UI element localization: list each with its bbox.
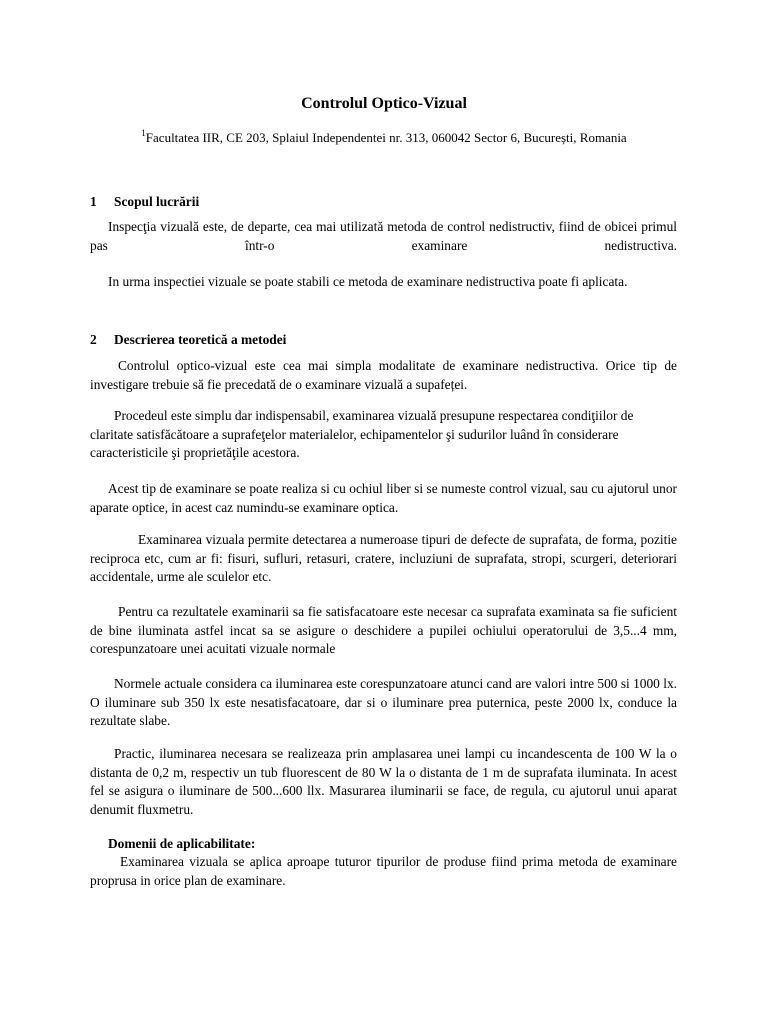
paragraph: Acest tip de examinare se poate realiza si cu ochiul liber si se numeste control vizual, sau cu ajutorul unor aparate optice, in acest caz numindu-se examinare optica. bbox=[90, 481, 677, 515]
subheading-domains: Domenii de aplicabilitate: bbox=[108, 836, 256, 851]
affiliation-superscript: 1 bbox=[141, 128, 146, 138]
section-heading-2 bbox=[90, 331, 286, 349]
paragraph: Inspecţia vizuală este, de departe, cea mai utilizată metoda de control nedistructiv, fiind de obicei primul pas într-o examinare nedistructiva. bbox=[90, 219, 677, 253]
affiliation-text: Facultatea IIR, CE 203, Splaiul Independentei nr. 313, 060042 Sector 6, București, Romania bbox=[145, 130, 627, 145]
affiliation-line bbox=[0, 129, 768, 147]
paragraph: Controlul optico-vizual este cea mai simpla modalitate de examinare nedistructiva. Orice tip de investigare trebuie să fie precedată de o examinare vizuală a supafeței. bbox=[90, 358, 677, 392]
paragraph: In urma inspectiei vizuale se poate stabili ce metoda de examinare nedistructiva poate fi aplicata. bbox=[108, 274, 628, 289]
section-title: Scopul lucrării bbox=[114, 194, 200, 209]
section-number: 2 bbox=[90, 332, 97, 347]
section-heading-1 bbox=[90, 193, 199, 211]
paragraph: Examinarea vizuala permite detectarea a numeroase tipuri de defecte de suprafata, de forma, pozitie reciproca etc, cum ar fi: fisuri, sufluri, retasuri, cratere, incluziuni de suprafata, stropi, scurgeri, deteriorari accidentale, urme ale sculelor etc. bbox=[90, 532, 677, 584]
paragraph: Pentru ca rezultatele examinarii sa fie satisfacatoare este necesar ca suprafata examinata sa fie suficient de bine iluminata astfel incat sa se asigure o deschidere a pupilei ochiului operatorului de 3,5...4 mm, corespunzatoare unei acuitati vizuale normale bbox=[90, 604, 677, 656]
paragraph: Practic, iluminarea necesara se realizeaza prin amplasarea unei lampi cu incandescenta de 100 W la o distanta de 0,2 m, respectiv un tub fluorescent de 80 W la o distanta de 1 m de suprafata iluminata. In acest fel se asigura o iluminare de 500...600 llx. Masurarea iluminarii se face, de regula, cu ajutorul unui aparat denumit fluxmetru. bbox=[90, 746, 677, 817]
section-title: Descrierea teoretică a metodei bbox=[114, 332, 287, 347]
document-title: Controlul Optico-Vizual bbox=[301, 95, 467, 112]
paragraph: Examinarea vizuala se aplica aproape tuturor tipurilor de produse fiind prima metoda de examinare proprusa in orice plan de examinare. bbox=[90, 854, 677, 888]
paragraph: Normele actuale considera ca iluminarea este corespunzatoare atunci cand are valori intre 500 si 1000 lx. O iluminare sub 350 lx este nesatisfacatoare, dar si o iluminare prea puternica, peste 2000 lx, conduce la rezultate slabe. bbox=[90, 676, 677, 728]
paragraph: Procedeul este simplu dar indispensabil, examinarea vizuală presupune respectarea condiţiilor de claritate satisfăcătoare a suprafeţelor materialelor, echipamentelor şi sudurilor luând în considerare caracteristicile şi proprietăţile acestora. bbox=[90, 408, 634, 460]
section-number: 1 bbox=[90, 194, 97, 209]
